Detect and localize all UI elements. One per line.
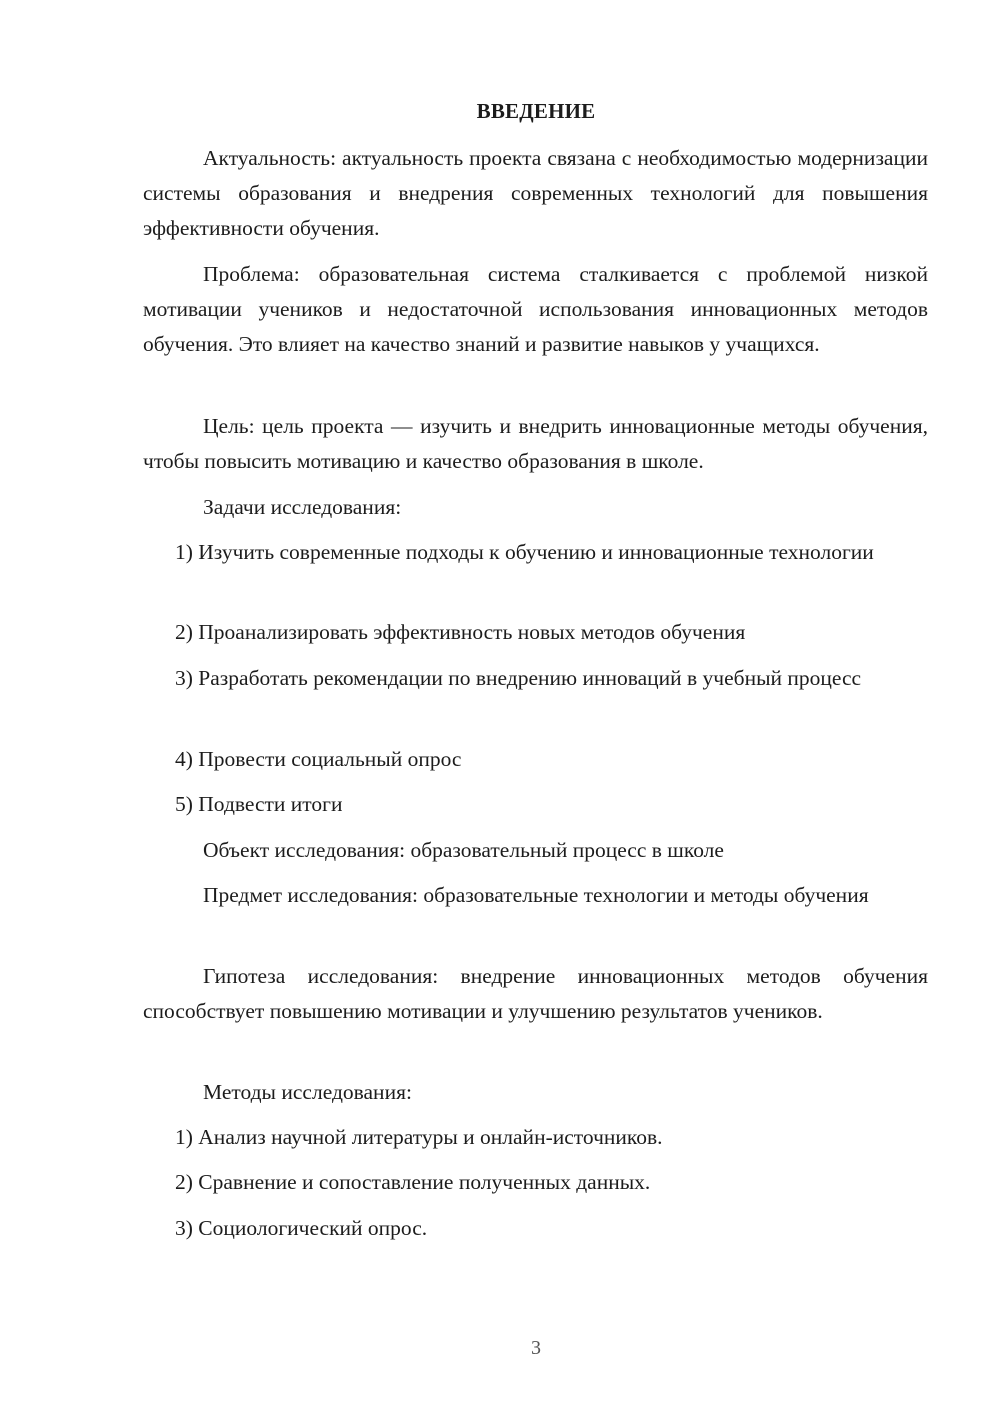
task-item-1: 1) Изучить современные подходы к обучению и инновационные технологии	[175, 540, 874, 564]
relevance-paragraph: Актуальность: актуальность проекта связана с необходимостью модернизации системы образования и внедрения современных технологий для повышения эффективности обучения.	[143, 146, 928, 240]
page-number: 3	[531, 1337, 541, 1359]
method-item-2: 2) Сравнение и сопоставление полученных данных.	[175, 1170, 651, 1194]
task-item-5: 5) Подвести итоги	[175, 792, 343, 816]
tasks-heading: Задачи исследования:	[203, 495, 402, 519]
object-paragraph: Объект исследования: образовательный процесс в школе	[203, 838, 724, 862]
subject-paragraph: Предмет исследования: образовательные технологии и методы обучения	[203, 883, 869, 907]
task-item-2: 2) Проанализировать эффективность новых методов обучения	[175, 620, 746, 644]
method-item-1: 1) Анализ научной литературы и онлайн-источников.	[175, 1125, 663, 1149]
method-item-3: 3) Социологический опрос.	[175, 1216, 428, 1240]
task-item-3: 3) Разработать рекомендации по внедрению инноваций в учебный процесс	[175, 666, 862, 690]
hypothesis-paragraph: Гипотеза исследования: внедрение инновационных методов обучения способствует повышению мотивации и улучшению результатов учеников.	[143, 964, 928, 1023]
goal-paragraph: Цель: цель проекта — изучить и внедрить инновационные методы обучения, чтобы повысить мотивацию и качество образования в школе.	[143, 414, 928, 473]
methods-heading: Методы исследования:	[203, 1080, 412, 1104]
section-title: ВВЕДЕНИЕ	[476, 99, 596, 123]
problem-paragraph: Проблема: образовательная система сталкивается с проблемой низкой мотивации учеников и недостаточной использования инновационных методов обучения. Это влияет на качество знаний и развитие навыков у учащихся.	[143, 262, 928, 356]
task-item-4: 4) Провести социальный опрос	[175, 747, 462, 771]
